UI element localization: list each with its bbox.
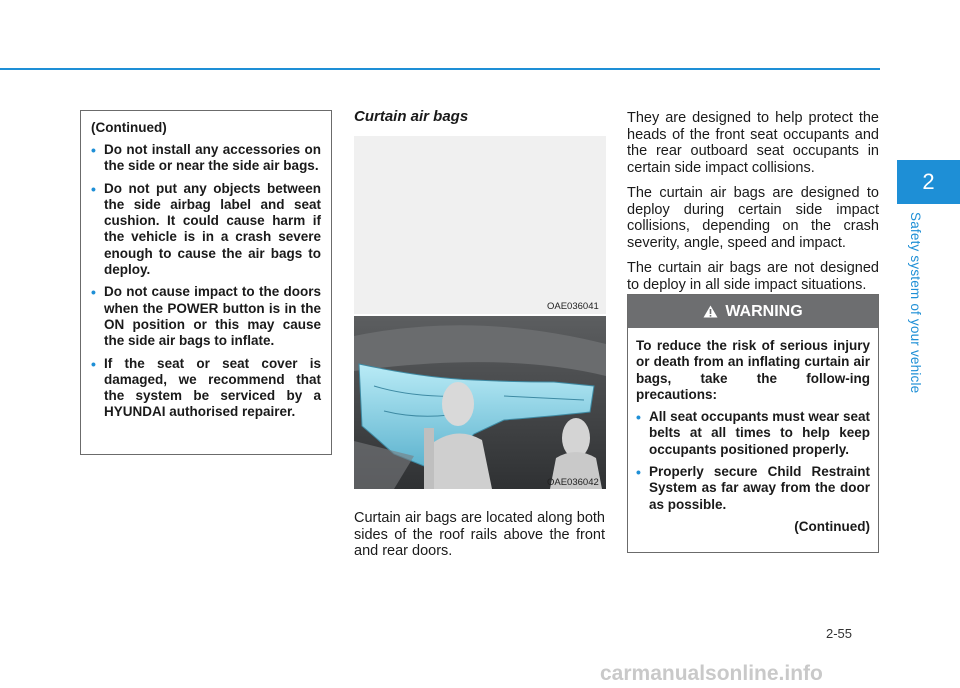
bullet-icon: • [636, 464, 641, 481]
box-heading: (Continued) [91, 120, 167, 135]
bullet-icon: • [91, 284, 96, 301]
figure-code: OAE036042 [547, 477, 599, 488]
page-number: 2-55 [826, 626, 853, 641]
warning-body [628, 328, 878, 541]
continued-label: (Continued) [794, 518, 870, 534]
figure-curtain-airbag [354, 316, 606, 489]
warning-list [636, 409, 870, 513]
warning-header [628, 295, 878, 328]
warning-triangle-icon [703, 305, 718, 318]
caution-continued-box [80, 110, 332, 455]
bullet-icon: • [91, 355, 96, 372]
chapter-tab [897, 160, 960, 204]
body-paragraph: The curtain air bags are designed to deploy during certain side impact collisions, depending on the crash severity, angle, speed and impact. [627, 185, 879, 251]
section-side-title: Safety system of your vehicle [908, 212, 923, 394]
section-heading: Curtain air bags [354, 108, 469, 125]
warning-label: WARNING [725, 302, 803, 320]
body-paragraph: They are designed to help protect the heads of the front seat occupants and the rear outboard seat occupants in certain side impact collisions. [627, 110, 879, 176]
watermark: carmanualsonline.info [600, 662, 823, 685]
warning-intro: To reduce the risk of serious injury or death from an inflating curtain air bags, take the follow-ing precautions: [636, 338, 870, 402]
body-paragraph: The curtain air bags are not designed to deploy in all side impact situations. [627, 260, 879, 293]
bullet-icon: • [91, 142, 96, 158]
list-item: • All seat occupants must wear seat belts at all times to help keep occupants positioned properly. [636, 409, 870, 457]
right-column [627, 110, 879, 302]
figure-code: OAE036041 [547, 301, 599, 312]
warning-box [627, 294, 879, 553]
chapter-number: 2 [922, 169, 935, 194]
list-item: • Do not put any objects between the side airbag label and seat cushion. It could cause harm if the vehicle is in a crash severe enough to cause the air bags to deploy. [91, 180, 321, 278]
curtain-airbag-illustration [354, 316, 606, 489]
list-item: • Do not cause impact to the doors when the POWER button is in the ON position or this may cause the side air bags to inflate. [91, 284, 321, 349]
list-item: • Properly secure Child Restraint System as far away from the door as possible. [636, 464, 870, 512]
header-rule [0, 68, 880, 70]
bullet-icon: • [91, 180, 96, 197]
bullet-icon: • [636, 409, 641, 426]
caution-list [91, 142, 321, 421]
figure-airbag-location [354, 136, 606, 314]
figure-image [354, 136, 606, 314]
body-paragraph: Curtain air bags are located along both sides of the roof rails above the front and rear doors. [354, 510, 605, 559]
list-item: • Do not install any accessories on the side or near the side air bags. [91, 142, 321, 174]
list-item: • If the seat or seat cover is damaged, we recommend that the system be serviced by a HYUNDAI authorised repairer. [91, 355, 321, 420]
